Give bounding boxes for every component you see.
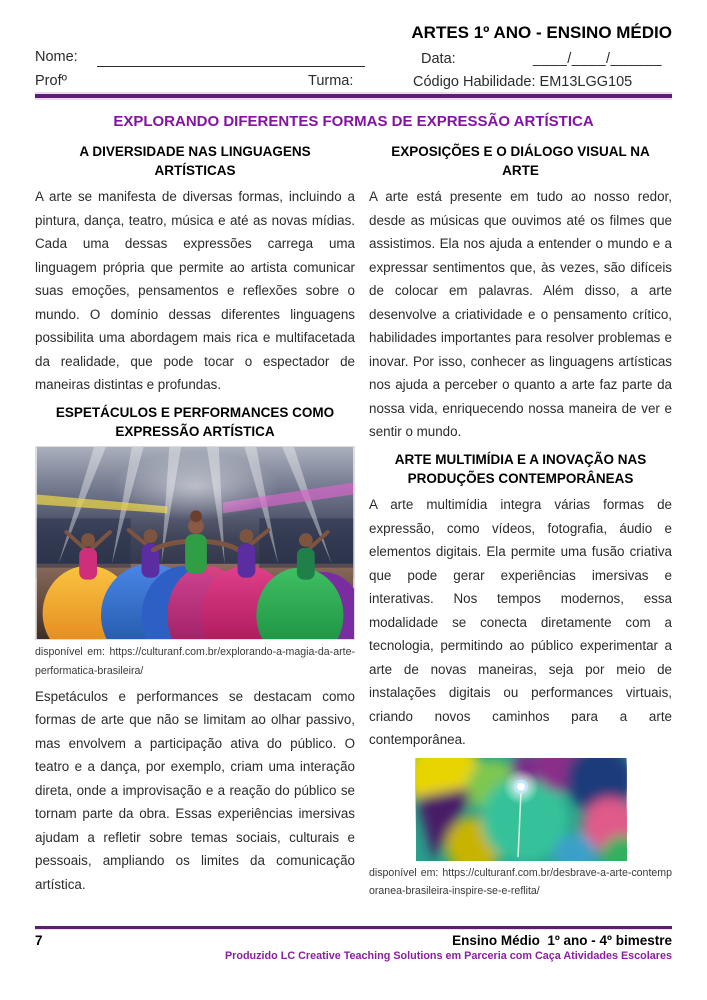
- right-column: [369, 136, 672, 914]
- heading-exposicoes: EXPOSIÇÕES E O DIÁLOGO VISUAL NA ARTE: [391, 144, 650, 179]
- date-fill-line: ____/____/______: [533, 51, 662, 67]
- heading-diversidade: A DIVERSIDADE NAS LINGUAGENS ARTÍSTICAS: [79, 144, 311, 179]
- footer: [35, 926, 672, 962]
- paragraph-exposicoes: A arte está presente em tudo ao nosso redor, desde as músicas que ouvimos até os filmes que assistimos. Ela nos ajuda a entender o mundo e a expressar sentimentos que, às vezes, são difíceis de colocar em palavras. Além disso, a arte desenvolve a criatividade e o pensamento crítico, habilidades importantes para resolver problemas e inovar. Por isso, conhecer as linguagens artísticas nos ajuda a perceber o quanto a arte faz parte da nossa vida, enriquecendo nossa maneira de ver e sentir o mundo.: [369, 189, 672, 440]
- content-columns: [0, 136, 707, 914]
- name-label: Nome:: [35, 49, 78, 65]
- header: [0, 0, 707, 92]
- header-divider: [35, 92, 672, 100]
- contemporary-art-illustration: [415, 758, 627, 861]
- edition-label: Ensino Médio 1º ano - 4º bimestre: [452, 933, 672, 948]
- stage-performance-image: [35, 446, 355, 640]
- date-label: Data:: [421, 51, 456, 67]
- heading-multimidia: ARTE MULTIMÍDIA E A INOVAÇÃO NAS PRODUÇÕES CONTEMPORÂNEAS: [394, 451, 647, 486]
- heading-espetaculos: ESPETÁCULOS E PERFORMANCES COMO EXPRESSÃO ARTÍSTICA: [55, 404, 335, 439]
- contemporary-art-image: [415, 758, 627, 861]
- left-column: [35, 136, 355, 914]
- contemporary-art-caption: disponível em: https://culturanf.com.br/desbrave-a-arte-contemporanea-brasileira-inspire-se-e-reflita/: [369, 866, 672, 898]
- contemporary-art-figure: [369, 758, 672, 902]
- name-fill-line: [97, 48, 365, 67]
- paragraph-diversidade: A arte se manifesta de diversas formas, incluindo a pintura, dança, teatro, música e até as novas mídias. Cada uma dessas expressões carrega uma linguagem própria que permite ao artista comunicar suas emoções, pensamentos e reflexões sobre o mundo. O domínio dessas diferentes linguagens possibilita uma abordagem mais rica e multifacetada da realidade, que pode tocar o espectador de maneiras distintas e profundas.: [35, 189, 355, 393]
- performance-image-caption: disponível em: https://culturanf.com.br/explorando-a-magia-da-arte-performatica-brasileira/: [35, 646, 355, 677]
- skill-code-label: Código Habilidade: EM13LGG105: [413, 74, 633, 90]
- paragraph-multimidia: A arte multimídia integra várias formas de expressão, como vídeos, fotografia, áudio e elementos digitais. Ela permite uma fusão criativa que pode gerar experiências imersivas e interativas. Nos tempos modernos, essa modalidade se conecta diretamente com a tecnologia, permitindo ao público experimentar a arte de novas maneiras, seja por meio de instalações digitais ou performances virtuais, criando novos caminhos para a arte contemporânea.: [369, 497, 672, 748]
- page-title: EXPLORANDO DIFERENTES FORMAS DE EXPRESSÃO ARTÍSTICA: [113, 113, 594, 130]
- credit-label: Produzido LC Creative Teaching Solutions em Parceria com Caça Atividades Escolares: [224, 950, 672, 962]
- performance-figure: [35, 446, 355, 681]
- page-number: 7: [35, 933, 43, 948]
- paragraph-espetaculos: Espetáculos e performances se destacam como formas de arte que não se limitam ao olhar passivo, mas envolvem a participação ativa do público. O teatro e a dança, por exemplo, criam uma interação direta, onde a improvisação e a reação do público se tornam parte da obra. Essas experiências imersivas ajudam a refletir sobre temas sociais, culturais e pessoais, ampliando os limites da comunicação artística.: [35, 688, 355, 892]
- course-title: ARTES 1º ANO - ENSINO MÉDIO: [411, 23, 672, 42]
- teacher-label: Profº: [35, 73, 67, 89]
- class-label: Turma:: [308, 73, 354, 89]
- footer-divider: [35, 926, 672, 930]
- stage-performance-illustration: [36, 447, 354, 639]
